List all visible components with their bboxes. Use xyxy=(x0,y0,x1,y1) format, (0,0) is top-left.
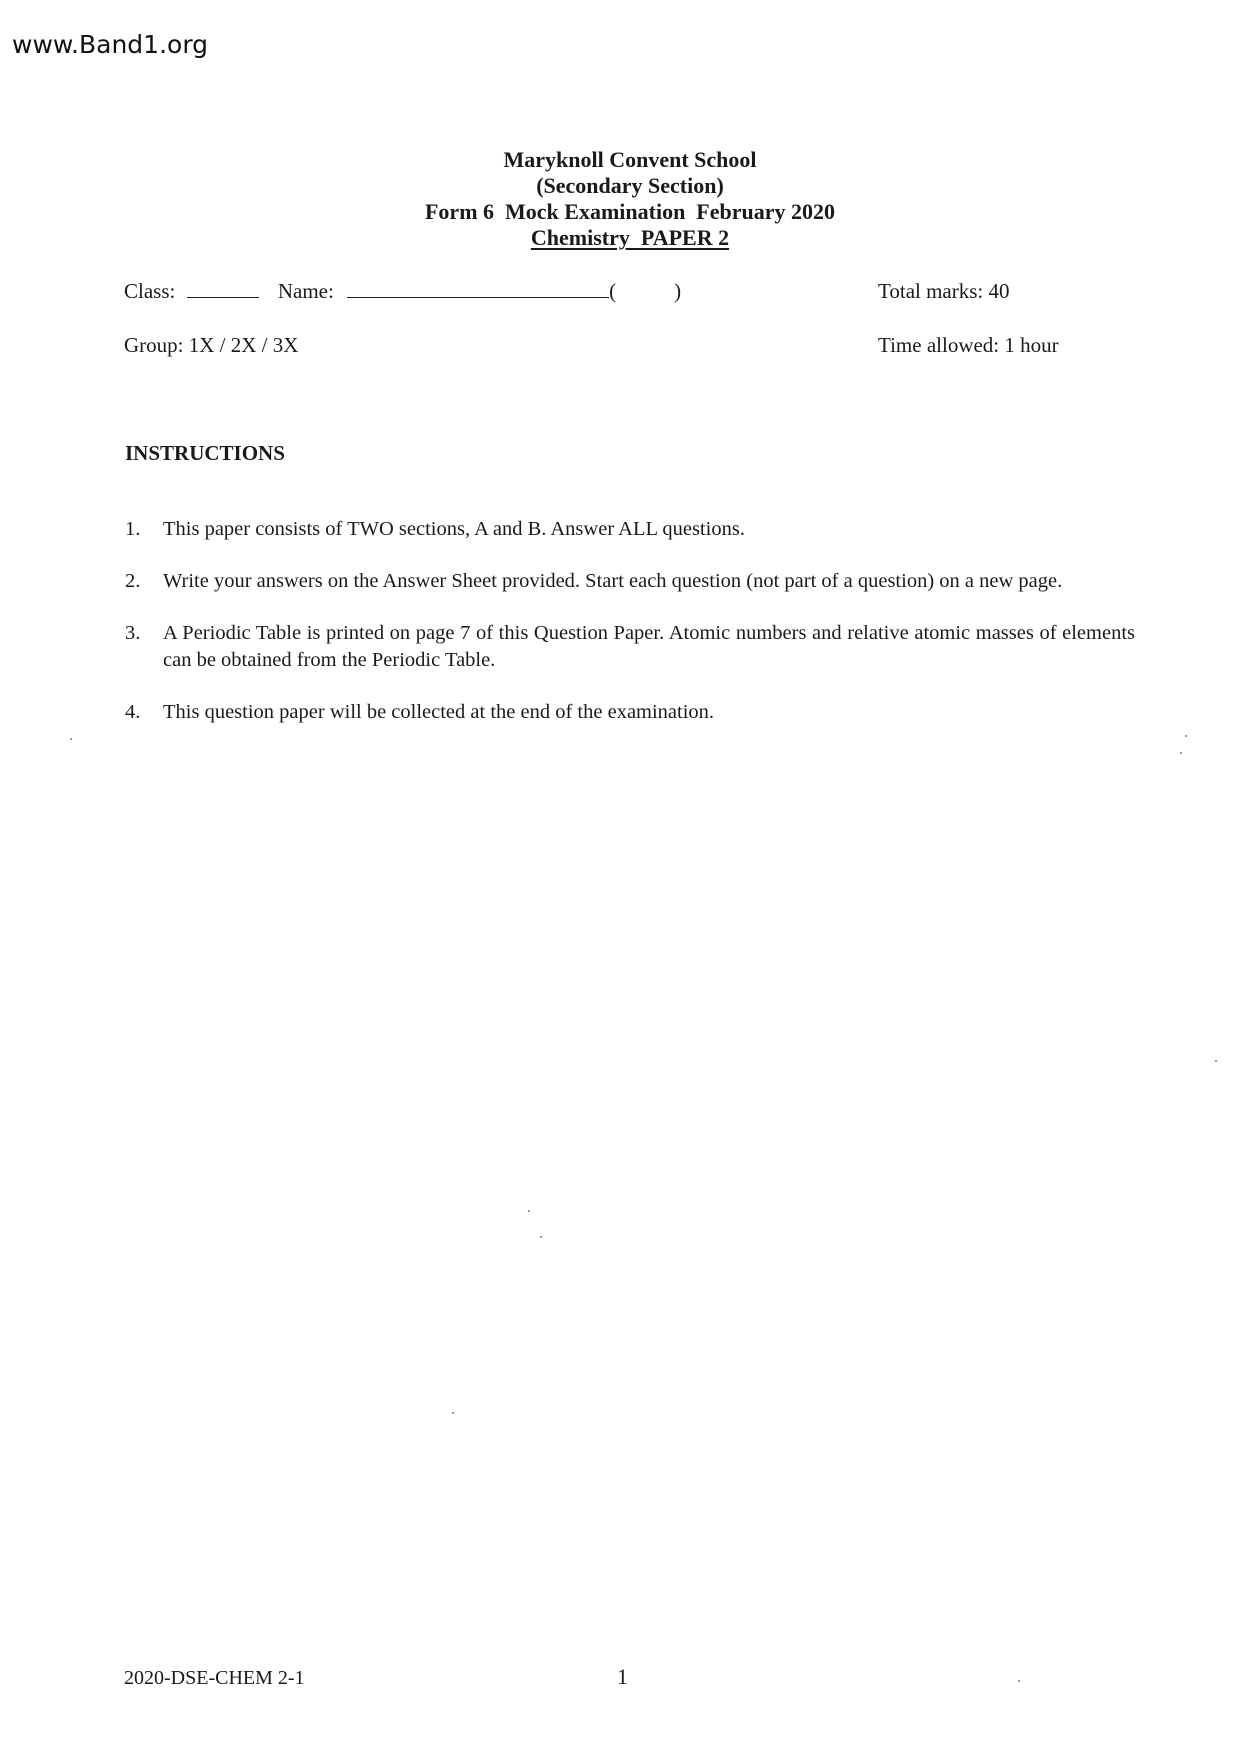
name-field[interactable] xyxy=(347,279,609,298)
exam-title: Form 6 Mock Examination February 2020 xyxy=(424,199,836,224)
instruction-item xyxy=(125,699,1135,726)
exam-header xyxy=(0,147,1240,251)
instruction-number: 2. xyxy=(125,570,141,592)
school-name: Maryknoll Convent School xyxy=(503,147,757,172)
paper-code: 2020-DSE-CHEM 2-1 xyxy=(124,1667,305,1689)
instruction-item xyxy=(125,620,1135,674)
page-number: 1 xyxy=(617,1664,628,1689)
class-number-open-paren: ( xyxy=(609,279,617,303)
instruction-text: This question paper will be collected at the end of the examination. xyxy=(163,701,715,723)
scan-speck xyxy=(540,1236,542,1238)
class-number-close-paren: ) xyxy=(674,279,682,303)
total-marks: Total marks: 40 xyxy=(878,279,1010,303)
scan-speck xyxy=(1215,1060,1217,1062)
instruction-text: This paper consists of TWO sections, A and B. Answer ALL questions. xyxy=(163,518,745,540)
scan-speck xyxy=(1185,735,1187,737)
instruction-number: 1. xyxy=(125,518,141,540)
group-options: Group: 1X / 2X / 3X xyxy=(124,333,299,357)
watermark-url: www.Band1.org xyxy=(12,30,209,59)
subject-title: Chemistry PAPER 2 xyxy=(530,225,730,250)
instructions-title: INSTRUCTIONS xyxy=(125,441,285,465)
instruction-number: 3. xyxy=(125,622,141,644)
scan-speck xyxy=(1180,752,1182,754)
instruction-item xyxy=(125,516,1135,543)
instructions-list xyxy=(125,516,1135,751)
scan-speck xyxy=(452,1412,454,1414)
instruction-text: Write your answers on the Answer Sheet provided. Start each question (not part of a question) on a new page. xyxy=(163,570,1063,592)
scan-speck xyxy=(1018,1680,1020,1682)
instruction-number: 4. xyxy=(125,701,141,723)
instruction-text: A Periodic Table is printed on page 7 of this Question Paper. Atomic numbers and relative atomic masses of elements can be obtained from the Periodic Table. xyxy=(163,622,1135,671)
time-allowed: Time allowed: 1 hour xyxy=(878,333,1059,357)
name-label: Name: xyxy=(277,279,334,303)
instruction-item xyxy=(125,568,1135,595)
scan-speck xyxy=(70,738,72,740)
class-field[interactable] xyxy=(187,279,259,298)
class-name-row xyxy=(124,279,681,304)
scan-speck xyxy=(528,1210,530,1212)
school-section: (Secondary Section) xyxy=(536,173,724,198)
class-label: Class: xyxy=(124,279,176,303)
